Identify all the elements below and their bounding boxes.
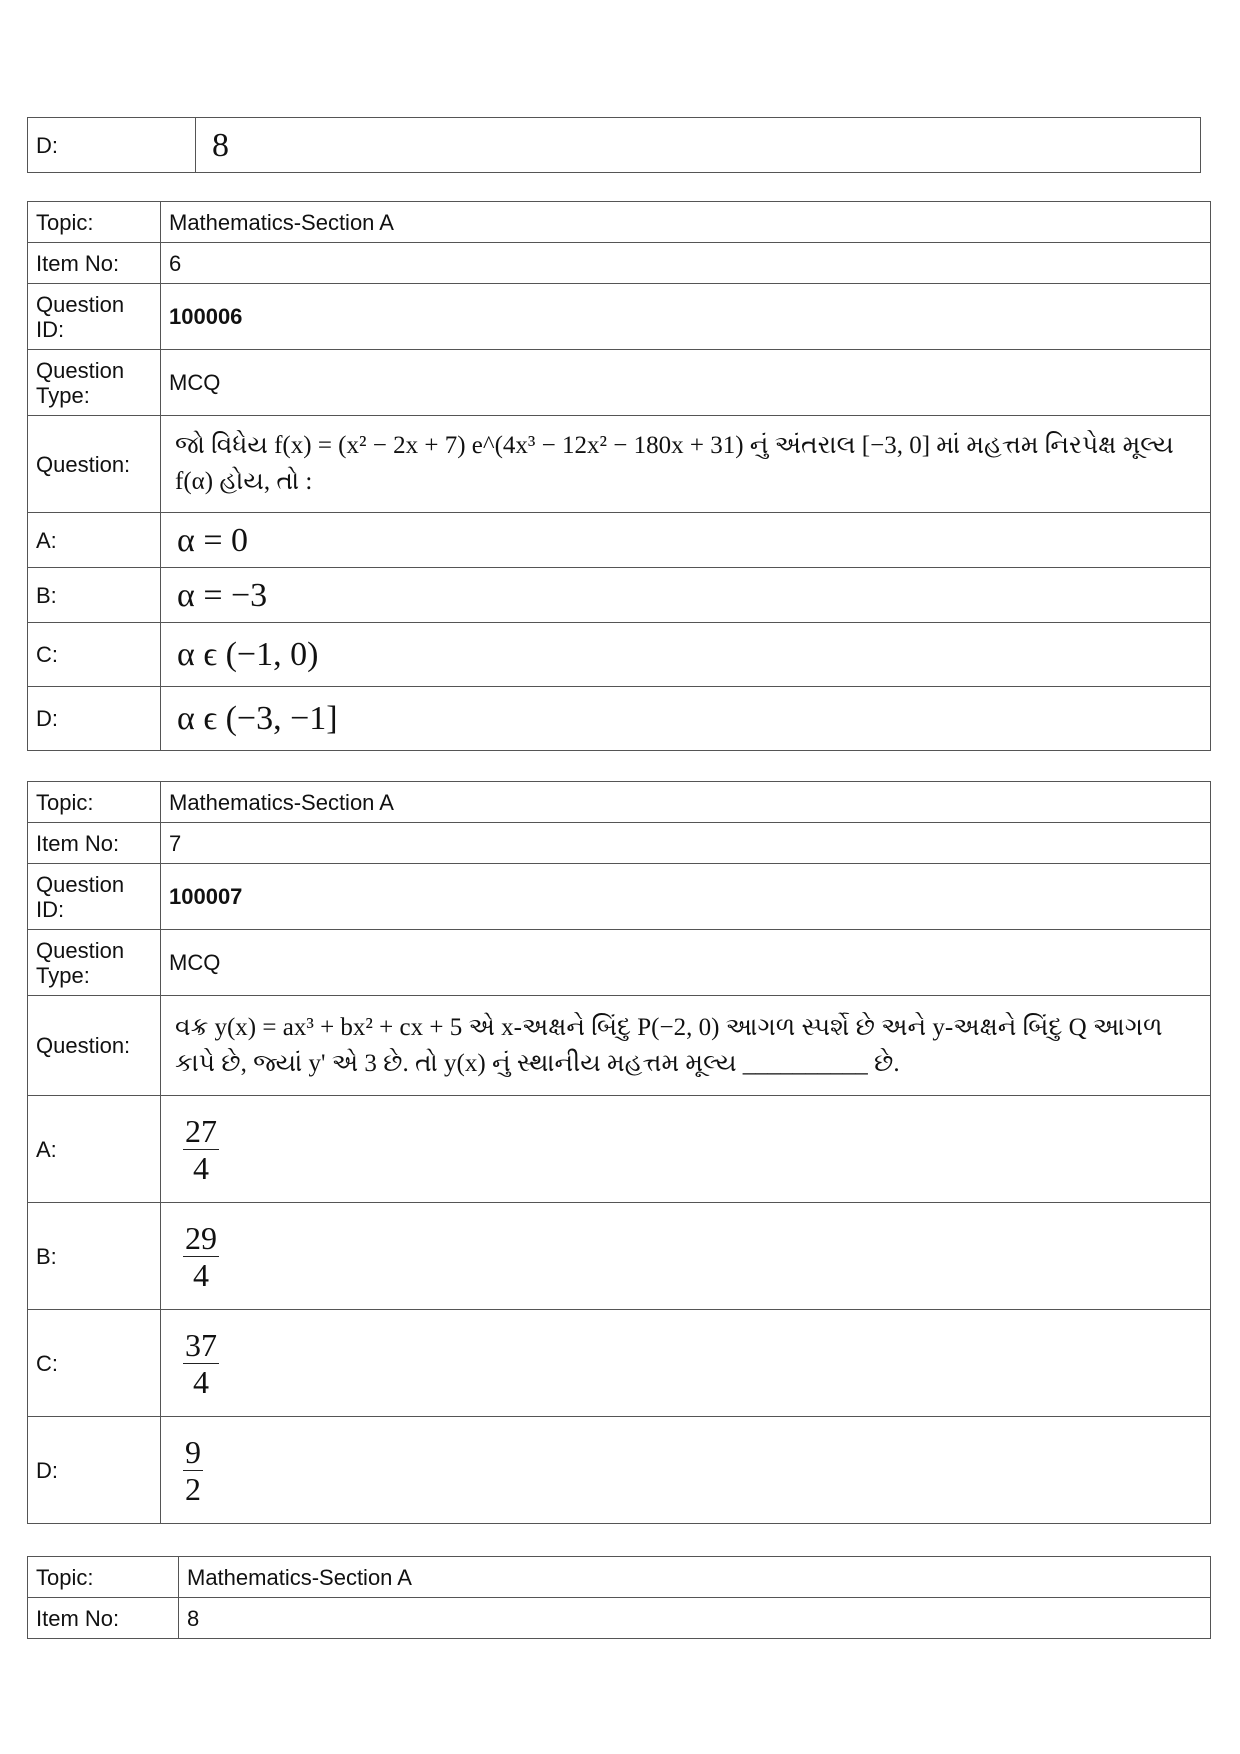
topic-label: Topic: [28,1557,179,1598]
option-a-label: A: [28,1096,161,1203]
fraction [183,1220,219,1293]
option-b-value [161,1203,1211,1310]
option-b-value: α = −3 [161,568,1211,623]
fraction-denominator: 2 [185,1470,201,1507]
option-c-label: C: [28,623,161,687]
fraction-denominator: 4 [193,1149,209,1186]
item-no-label: Item No: [28,243,161,284]
question-text: વક્ર y(x) = ax³ + bx² + cx + 5 એ x-અક્ષને બિંદુ P(−2, 0) આગળ સ્પર્શે છે અને y-અક્ષને બિંદુ Q આગળ કાપે છે, જ્યાં y' એ 3 છે. તો y(x) નું સ્થાનીય મહત્તમ મૂલ્ય __________ છે. [161,996,1211,1096]
option-b-label: B: [28,1203,161,1310]
question-label: Question: [28,996,161,1096]
option-d-label: D: [28,687,161,751]
fraction [183,1434,203,1507]
fraction-denominator: 4 [193,1256,209,1293]
fraction-numerator: 27 [185,1112,217,1149]
question-type-value: MCQ [161,350,1211,416]
item-no-value: 7 [161,823,1211,864]
question-text: જો વિધેય f(x) = (x² − 2x + 7) e^(4x³ − 12x² − 180x + 31) નું અંતરાલ [−3, 0] માં મહત્તમ નિરપેક્ષ મૂલ્ય f(α) હોય, તો : [161,416,1211,513]
question-type-value: MCQ [161,930,1211,996]
option-d-label: D: [28,1417,161,1524]
option-label: D: [28,118,196,173]
option-c-label: C: [28,1310,161,1417]
fraction-numerator: 37 [185,1326,217,1363]
fraction [183,1327,219,1400]
option-a-label: A: [28,513,161,568]
fraction-denominator: 4 [193,1363,209,1400]
topic-value: Mathematics-Section A [161,782,1211,823]
option-a-value [161,1096,1211,1203]
question-type-label: Question Type: [28,930,161,996]
item-no-value: 8 [179,1598,1211,1639]
option-c-value [161,1310,1211,1417]
option-b-label: B: [28,568,161,623]
option-a-value: α = 0 [161,513,1211,568]
fraction-numerator: 29 [185,1219,217,1256]
option-value: 8 [196,118,1201,173]
fraction-numerator: 9 [185,1433,201,1470]
question-label: Question: [28,416,161,513]
option-d-value [161,1417,1211,1524]
topic-value: Mathematics-Section A [161,202,1211,243]
fraction [183,1113,219,1186]
topic-label: Topic: [28,782,161,823]
question-table-6 [27,201,1211,751]
question-type-label: Question Type: [28,350,161,416]
option-d-value: α ϵ (−3, −1] [161,687,1211,751]
question-table-7 [27,781,1211,1524]
question-table-8 [27,1556,1211,1639]
top-fragment-table [27,117,1201,173]
question-id-label: Question ID: [28,284,161,350]
question-id-label: Question ID: [28,864,161,930]
item-no-value: 6 [161,243,1211,284]
topic-value: Mathematics-Section A [179,1557,1211,1598]
topic-label: Topic: [28,202,161,243]
question-id-value: 100007 [161,864,1211,930]
question-id-value: 100006 [161,284,1211,350]
item-no-label: Item No: [28,1598,179,1639]
item-no-label: Item No: [28,823,161,864]
option-c-value: α ϵ (−1, 0) [161,623,1211,687]
